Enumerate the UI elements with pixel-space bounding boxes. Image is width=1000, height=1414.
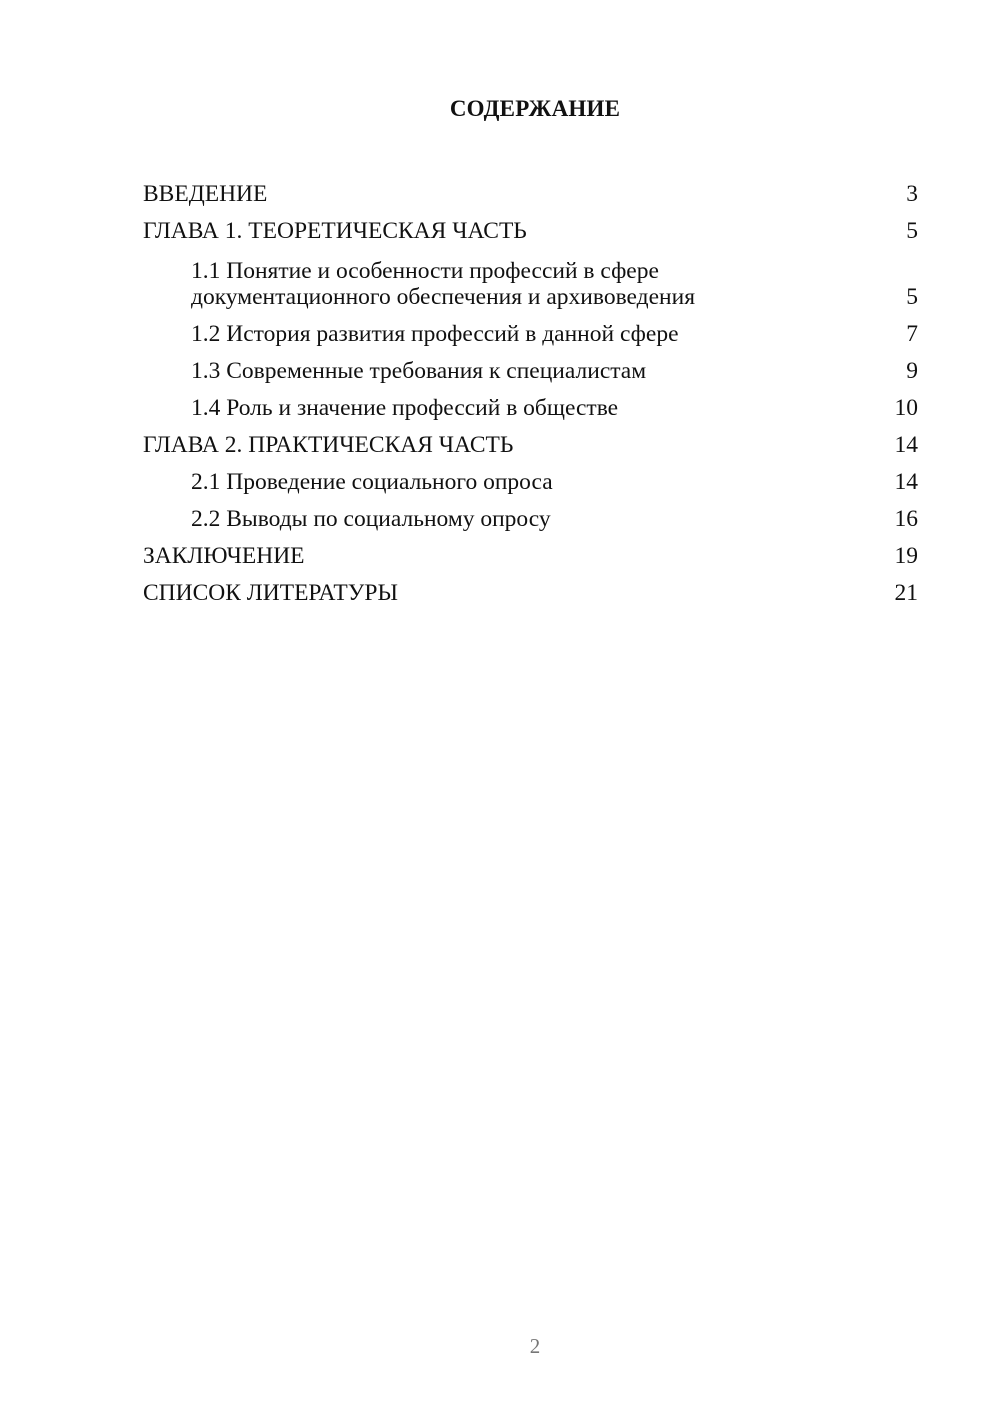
toc-entry (143, 495, 918, 532)
toc-entry-page: 19 (894, 543, 918, 569)
toc-entry-label: ГЛАВА 1. ТЕОРЕТИЧЕСКАЯ ЧАСТЬ (143, 218, 527, 244)
toc-entry-label: 1.4 Роль и значение профессий в обществе (191, 395, 619, 421)
toc-entry (143, 347, 918, 384)
toc-entry-label: 2.2 Выводы по социальному опросу (191, 506, 551, 532)
table-of-contents (143, 170, 918, 606)
toc-entry-page: 7 (906, 321, 918, 347)
page-number: 2 (529, 1334, 541, 1358)
toc-entry-label: 1.3 Современные требования к специалистам (191, 358, 647, 384)
toc-entry-page: 5 (906, 284, 918, 310)
toc-entry-page: 3 (906, 181, 918, 207)
toc-entry-label: СПИСОК ЛИТЕРАТУРЫ (143, 580, 398, 606)
toc-entry (143, 310, 918, 347)
toc-entry-page: 14 (894, 432, 918, 458)
toc-entry-page: 16 (894, 506, 918, 532)
toc-entry (143, 170, 918, 207)
toc-entry (143, 207, 918, 244)
toc-entry-label: ГЛАВА 2. ПРАКТИЧЕСКАЯ ЧАСТЬ (143, 432, 514, 458)
toc-entry-label: ВВЕДЕНИЕ (143, 181, 268, 207)
toc-entry-page: 10 (894, 395, 918, 421)
toc-entry (143, 244, 918, 310)
toc-entry-label: 1.2 История развития профессий в данной сфере (191, 321, 679, 347)
toc-entry-label: 2.1 Проведение социального опроса (191, 469, 553, 495)
toc-entry (143, 569, 918, 606)
toc-entry-page: 5 (906, 218, 918, 244)
page-title: СОДЕРЖАНИЕ (449, 96, 621, 121)
toc-entry (143, 421, 918, 458)
toc-entry-label: ЗАКЛЮЧЕНИЕ (143, 543, 305, 569)
toc-entry-label: 1.1 Понятие и особенности профессий в сфере документационного обеспечения и архивоведения (191, 258, 695, 310)
toc-entry-page: 9 (906, 358, 918, 384)
toc-entry (143, 532, 918, 569)
toc-entry (143, 458, 918, 495)
toc-entry-page: 14 (894, 469, 918, 495)
toc-entry-page: 21 (894, 580, 918, 606)
toc-entry (143, 384, 918, 421)
